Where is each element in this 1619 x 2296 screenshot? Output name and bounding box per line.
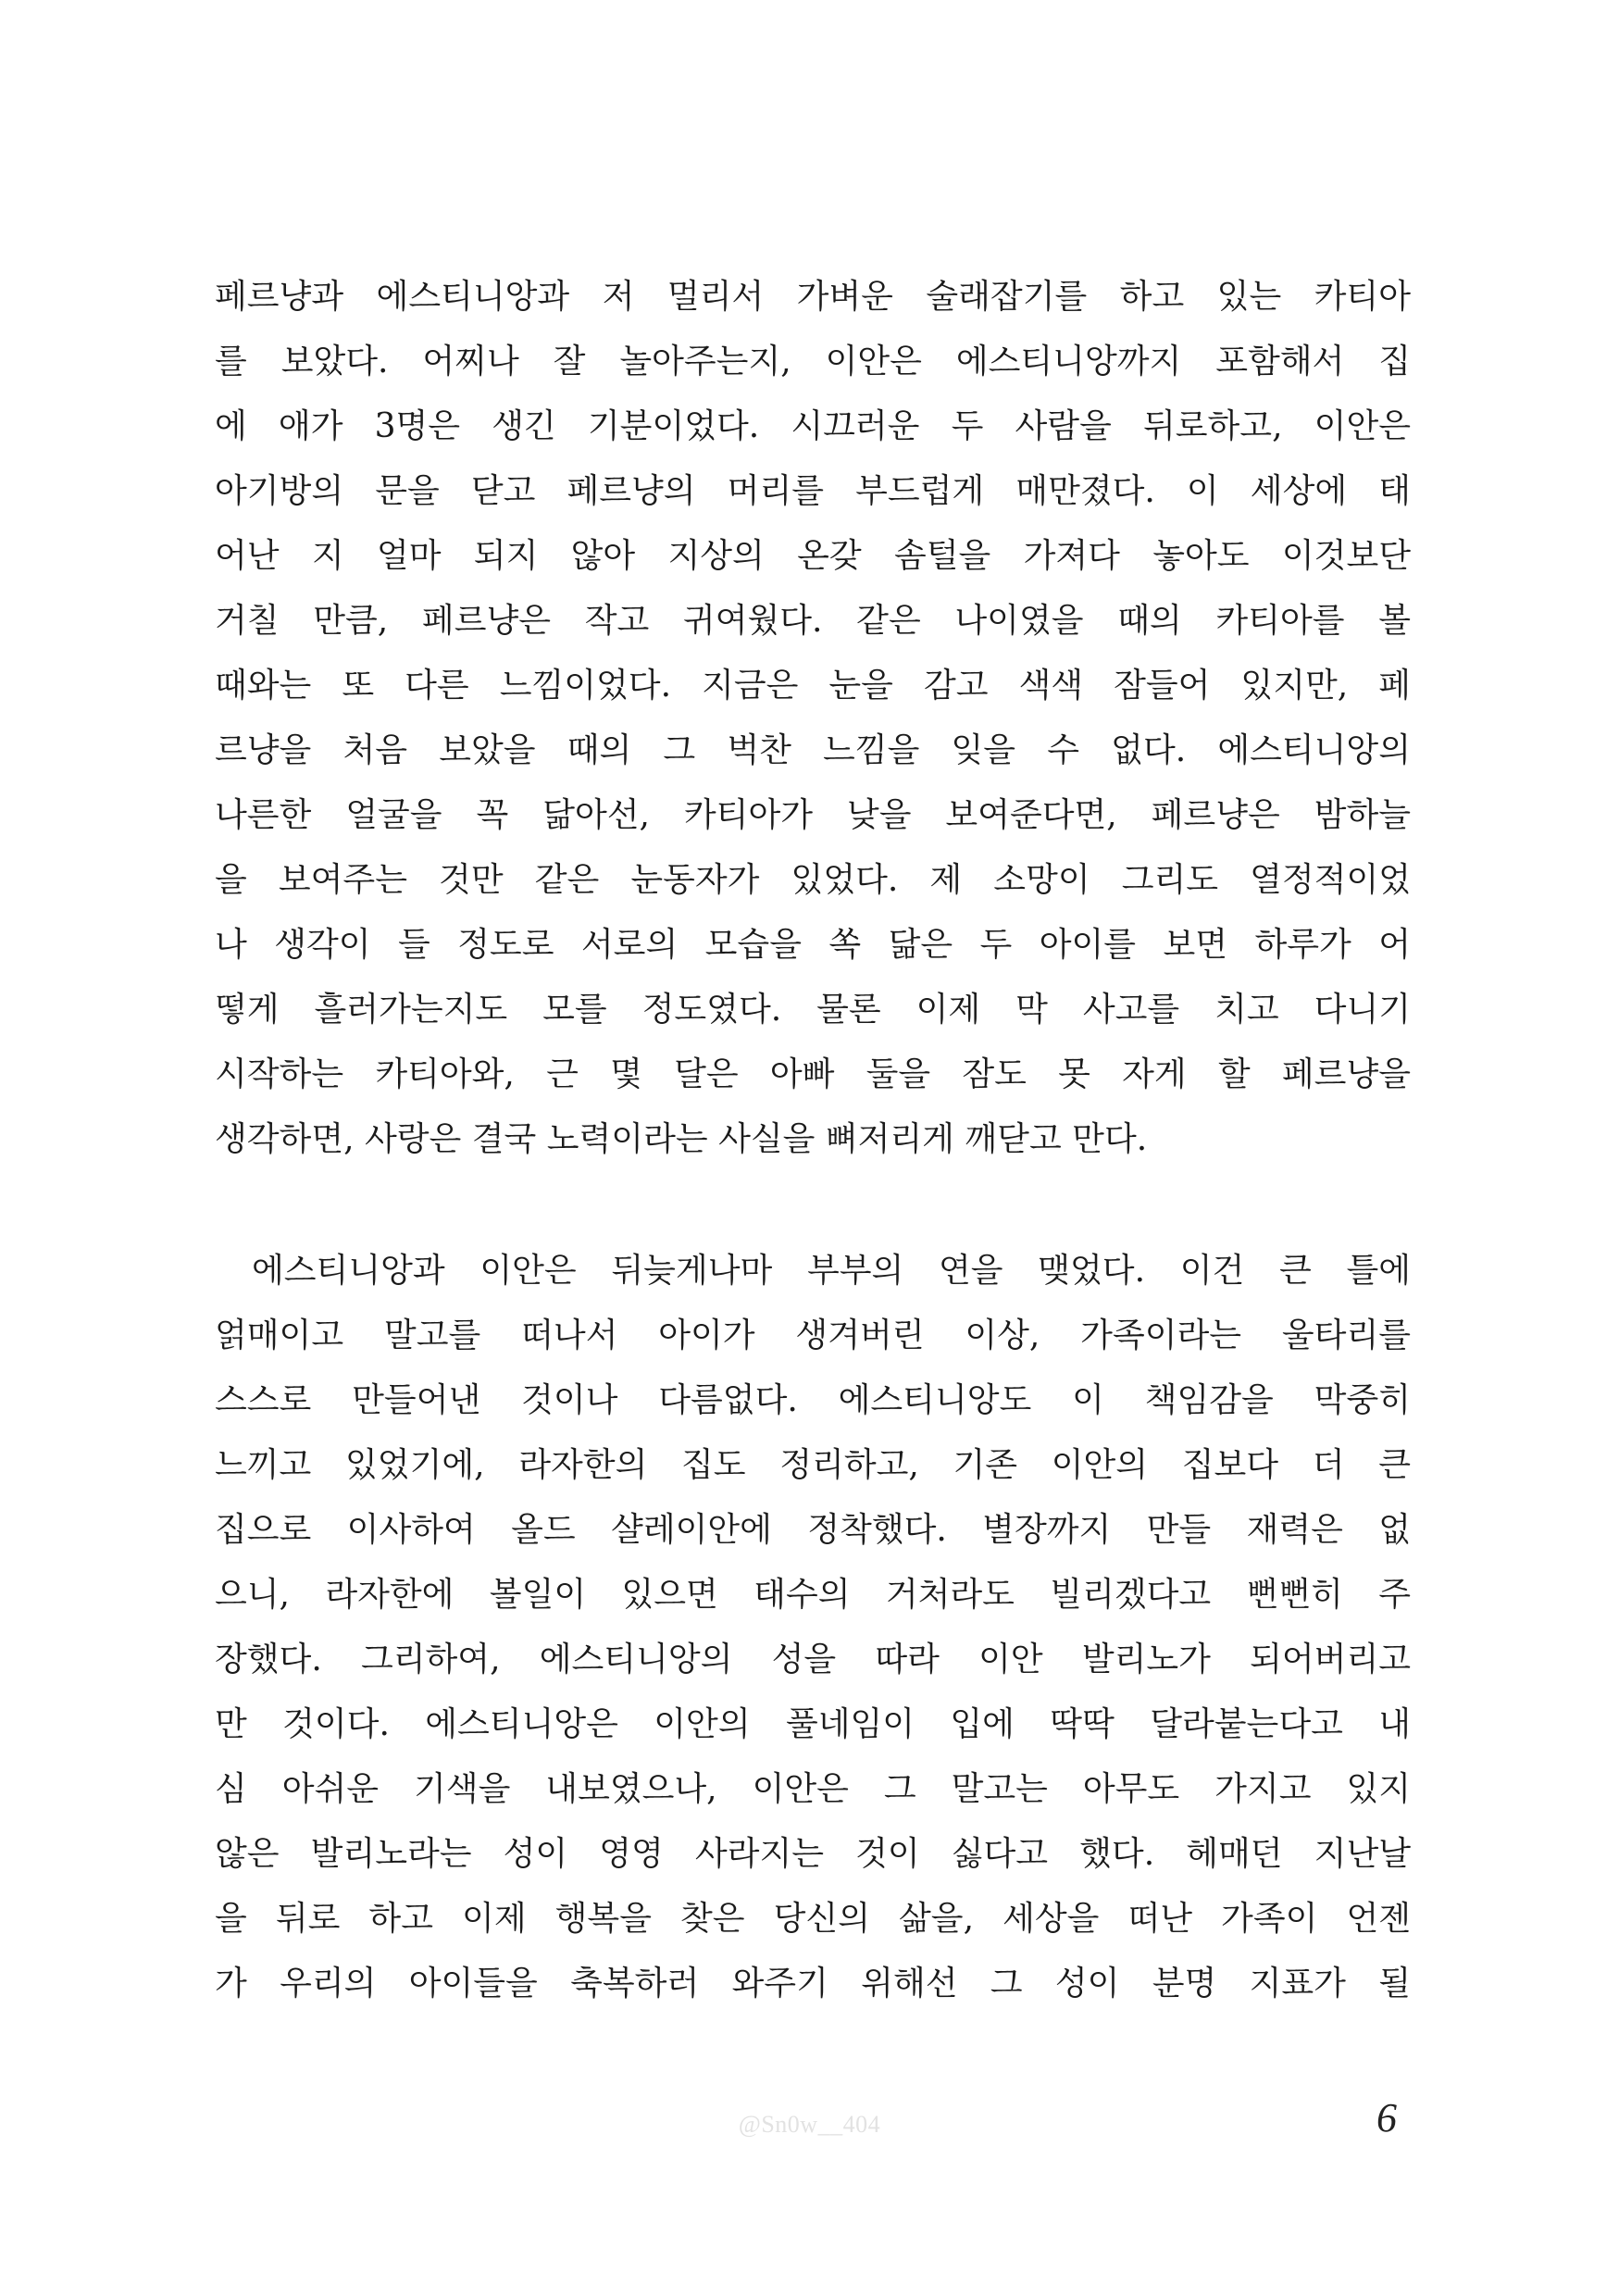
watermark: @Sn0w__404 [738,2111,881,2138]
text-line: 을 뒤로 하고 이제 행복을 찾은 당신의 삶을, 세상을 떠난 가족이 언젠 [215,1900,1411,1938]
text-line: 스스로 만들어낸 것이나 다름없다. 에스티니앙도 이 책임감을 막중히 [215,1381,1411,1419]
body-text [215,265,1411,2016]
text-line: 에스티니앙과 이안은 뒤늦게나마 부부의 연을 맺었다. 이건 큰 틀에 [252,1252,1411,1290]
text-line: 장했다. 그리하여, 에스티니앙의 성을 따라 이안 발리노가 되어버리고 [215,1641,1412,1678]
text-line: 나 생각이 들 정도로 서로의 모습을 쏙 닮은 두 아이를 보면 하루가 어 [215,926,1411,964]
text-line: 떻게 흘러가는지도 모를 정도였다. 물론 이제 막 사고를 치고 다니기 [215,991,1411,1029]
page-number: 6 [1376,2095,1397,2140]
text-line: 느끼고 있었기에, 라자한의 집도 정리하고, 기존 이안의 집보다 더 큰 [215,1446,1411,1484]
text-line: 않은 발리노라는 성이 영영 사라지는 것이 싫다고 했다. 헤매던 지난날 [215,1835,1411,1873]
text-line: 생각하면, 사랑은 결국 노력이라는 사실을 뼈저리게 깨닫고 만다. [215,1120,1148,1158]
text-line: 만 것이다. 에스티니앙은 이안의 풀네임이 입에 딱딱 달라붙는다고 내 [215,1705,1411,1743]
text-line: 집으로 이사하여 올드 샬레이안에 정착했다. 별장까지 만들 재력은 없 [215,1511,1411,1549]
text-line: 를 보았다. 어찌나 잘 놀아주는지, 이안은 에스티니앙까지 포함해서 집 [215,343,1411,381]
text-line: 나른한 얼굴을 꼭 닮아선, 카티아가 낮을 보여준다면, 페르냥은 밤하늘 [215,796,1411,834]
text-line: 얽매이고 말고를 떠나서 아이가 생겨버린 이상, 가족이라는 울타리를 [215,1316,1411,1354]
text-line: 페르냥과 에스티니앙과 저 멀리서 가벼운 술래잡기를 하고 있는 카티아 [215,278,1411,316]
text-line: 에 애가 3명은 생긴 기분이었다. 시끄러운 두 사람을 뒤로하고, 이안은 [215,407,1411,445]
text-line: 심 아쉬운 기색을 내보였으나, 이안은 그 말고는 아무도 가지고 있지 [215,1770,1411,1808]
text-line: 을 보여주는 것만 같은 눈동자가 있었다. 제 소망이 그리도 열정적이었 [215,861,1411,899]
text-line: 어난 지 얼마 되지 않아 지상의 온갖 솜털을 가져다 놓아도 이것보단 [215,537,1411,575]
text-line: 거칠 만큼, 페르냥은 작고 귀여웠다. 같은 나이였을 때의 카티아를 볼 [215,602,1411,640]
paragraph-2 [215,1239,1411,2016]
text-line: 으니, 라자한에 볼일이 있으면 태수의 거처라도 빌리겠다고 뻔뻔히 주 [215,1576,1411,1614]
text-line: 시작하는 카티아와, 근 몇 달은 아빠 둘을 잠도 못 자게 할 페르냥을 [215,1055,1411,1093]
paragraph-1 [215,265,1411,1172]
text-line: 때와는 또 다른 느낌이었다. 지금은 눈을 감고 색색 잠들어 있지만, 페 [215,667,1411,705]
text-line: 가 우리의 아이들을 축복하러 와주기 위해선 그 성이 분명 지표가 될 [215,1965,1411,2003]
text-line: 아기방의 문을 닫고 페르냥의 머리를 부드럽게 매만졌다. 이 세상에 태 [215,472,1411,510]
text-line: 르냥을 처음 보았을 때의 그 벅찬 느낌을 잊을 수 없다. 에스티니앙의 [215,731,1411,769]
